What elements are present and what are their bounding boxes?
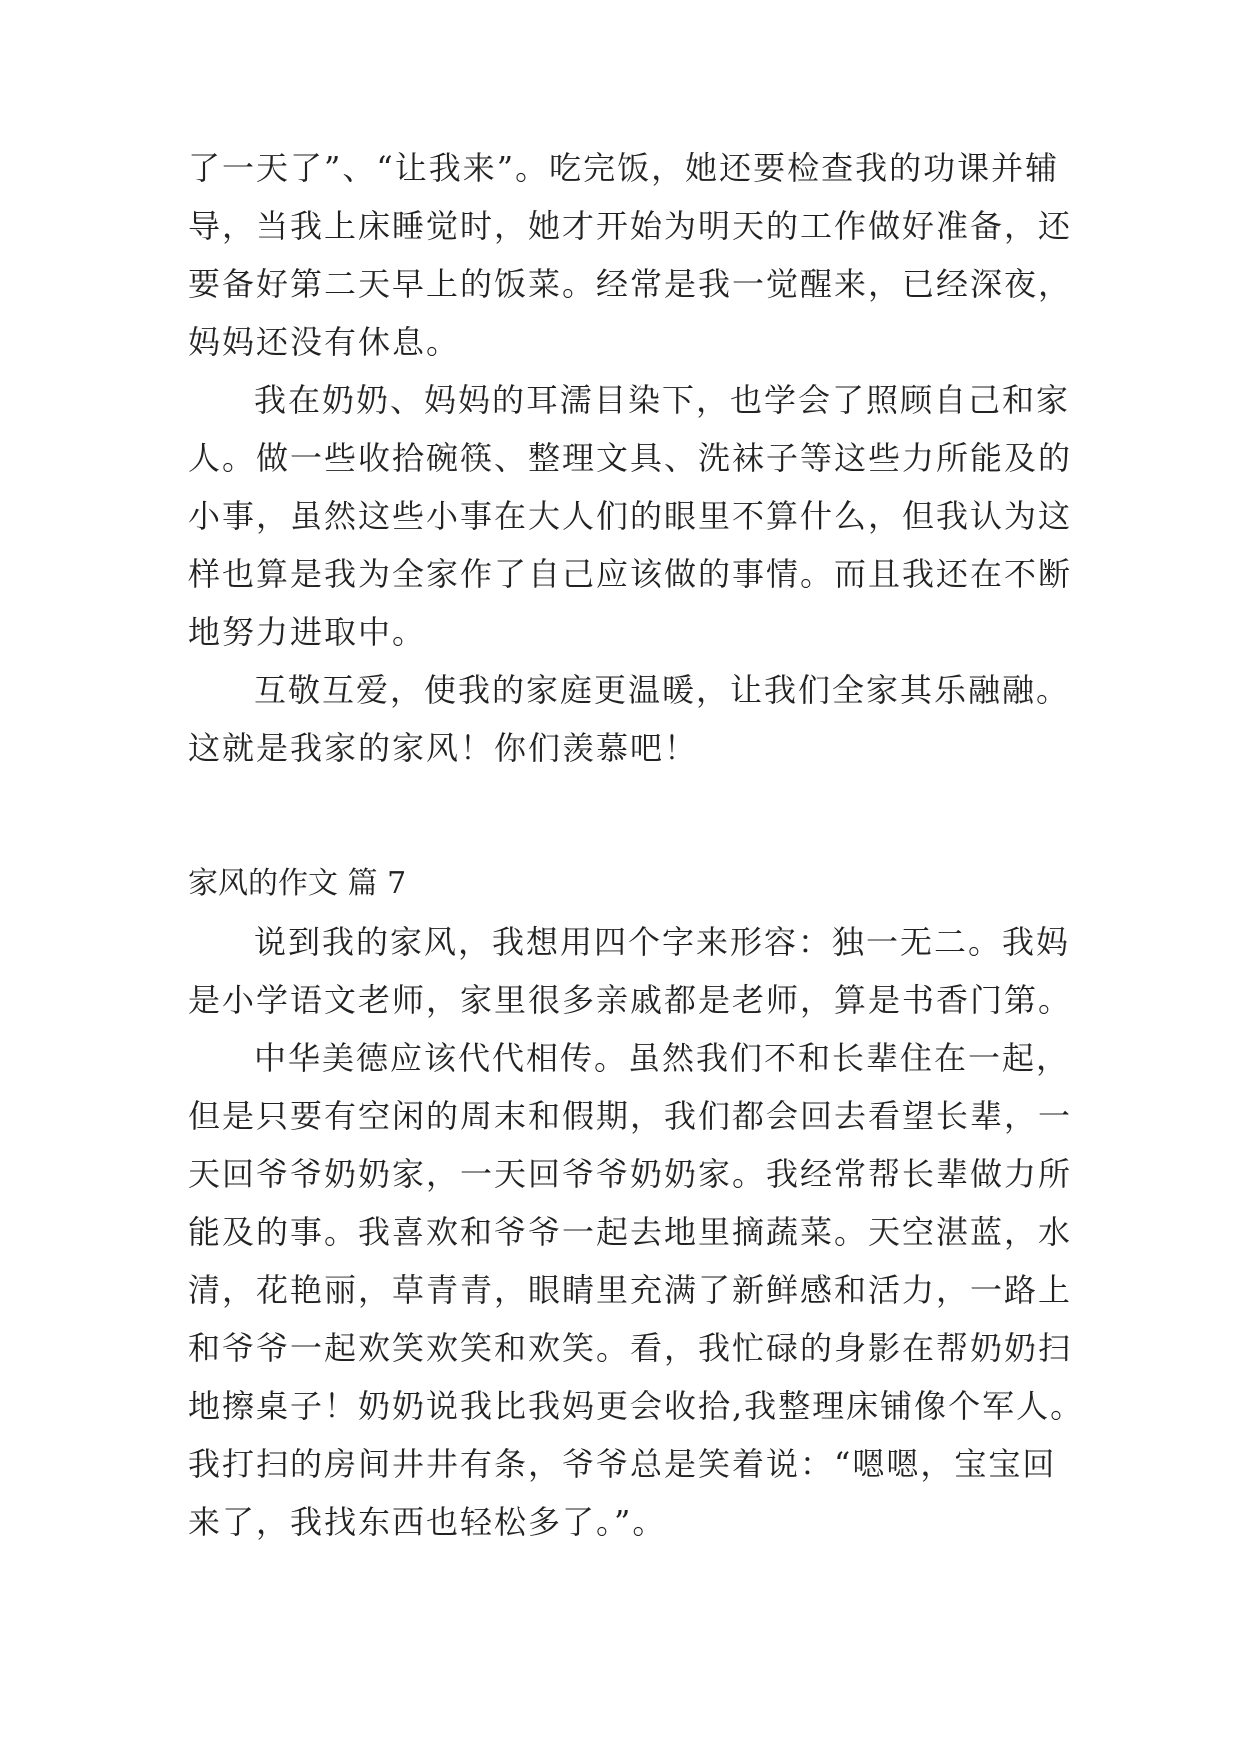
paragraph-line: 小事，虽然这些小事在大人们的眼里不算什么，但我认为这 [188,497,1073,535]
paragraph-line: 地擦桌子！奶奶说我比我妈更会收拾,我整理床铺像个军人。 [188,1387,1085,1425]
paragraph-line: 能及的事。我喜欢和爷爷一起去地里摘蔬菜。天空湛蓝，水 [188,1213,1073,1251]
paragraph-line: 和爷爷一起欢笑欢笑和欢笑。看，我忙碌的身影在帮奶奶扫 [188,1329,1073,1367]
paragraph-line: 人。做一些收拾碗筷、整理文具、洗袜子等这些力所能及的 [188,439,1073,477]
paragraph-line: 我打扫的房间井井有条，爷爷总是笑着说：“嗯嗯，宝宝回 [188,1445,1057,1483]
paragraph-line: 我在奶奶、妈妈的耳濡目染下，也学会了照顾自己和家 [254,381,1071,419]
paragraph-line: 是小学语文老师，家里很多亲戚都是老师，算是书香门第。 [188,981,1073,1019]
paragraph-line: 天回爷爷奶奶家，一天回爷爷奶奶家。我经常帮长辈做力所 [188,1155,1073,1193]
paragraph-line: 妈妈还没有休息。 [188,323,461,361]
paragraph-line: 互敬互爱，使我的家庭更温暖，让我们全家其乐融融。 [254,671,1071,709]
paragraph-line: 导，当我上床睡觉时，她才开始为明天的工作做好准备，还 [188,207,1073,245]
paragraph-line: 清，花艳丽，草青青，眼睛里充满了新鲜感和活力，一路上 [188,1271,1073,1309]
section-heading: 家风的作文 篇 7 [188,866,407,901]
paragraph-line: 但是只要有空闲的周末和假期，我们都会回去看望长辈，一 [188,1097,1073,1135]
paragraph-line: 中华美德应该代代相传。虽然我们不和长辈住在一起， [254,1039,1071,1077]
paragraph-line: 样也算是我为全家作了自己应该做的事情。而且我还在不断 [188,555,1073,593]
paragraph-line: 地努力进取中。 [188,613,427,651]
paragraph-line: 说到我的家风，我想用四个字来形容：独一无二。我妈 [254,923,1071,961]
paragraph-line: 了一天了”、“让我来”。吃完饭，她还要检查我的功课并辅 [188,149,1060,187]
paragraph-line: 要备好第二天早上的饭菜。经常是我一觉醒来，已经深夜， [188,265,1073,303]
paragraph-line: 来了，我找东西也轻松多了。”。 [188,1503,667,1541]
paragraph-line: 这就是我家的家风！你们羡慕吧！ [188,729,699,767]
